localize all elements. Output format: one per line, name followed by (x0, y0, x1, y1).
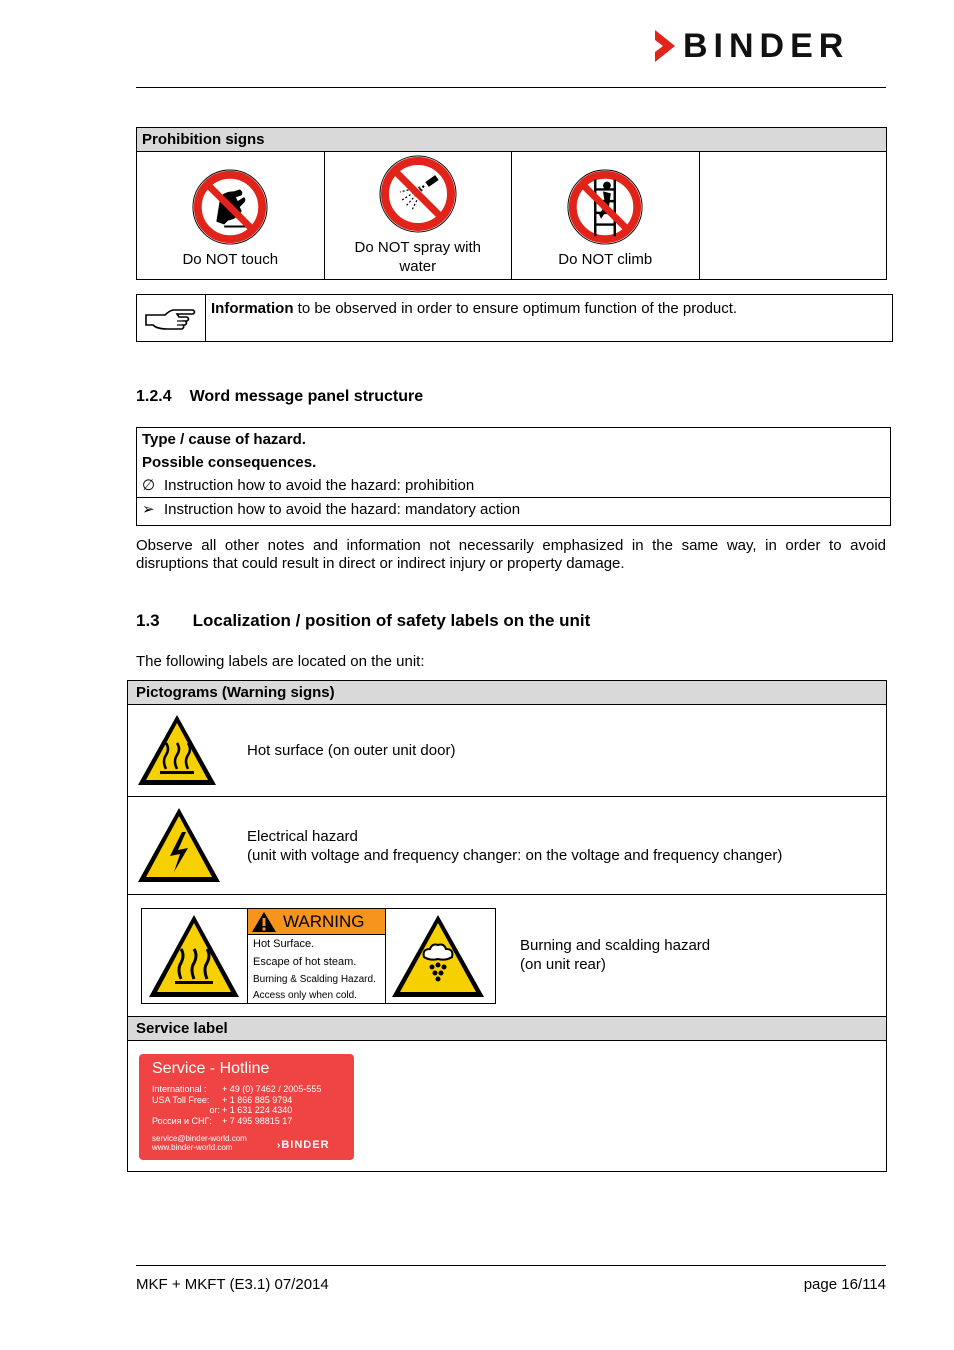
section-1-3-heading (136, 611, 590, 631)
service-brand: ›BINDER (277, 1139, 330, 1151)
electrical-row (128, 796, 886, 894)
electrical-label-1: Electrical hazard (247, 828, 358, 845)
warning-banner (248, 909, 385, 935)
service-label-header: Service label (128, 1016, 886, 1040)
burning-label-1: Burning and scalding hazard (520, 937, 711, 954)
hazard-type-line: Type / cause of hazard. (142, 431, 306, 448)
no-spray-water-icon (378, 154, 458, 234)
section-title: Word message panel structure (189, 388, 424, 405)
combined-warning-label (141, 908, 496, 1004)
prohibition-line: ∅ Instruction how to avoid the hazard: prohibition (137, 474, 890, 497)
warning-line: Hot Surface. (253, 938, 315, 950)
header-divider (136, 87, 886, 88)
hot-surface-warning-icon (136, 713, 218, 787)
brand-name: BINDER (683, 27, 850, 65)
observe-note: Observe all other notes and information not necessarily emphasized in the same way, in order to avoid disruptions that could result in direct or indirect injury or property damage. (136, 537, 886, 572)
warning-triangle-icon (251, 911, 277, 933)
sign-caption: Do NOT climb (558, 251, 653, 268)
warning-line: Escape of hot steam. (253, 956, 357, 968)
consequences-line: Possible consequences. (142, 454, 317, 471)
section-1-2-4-heading (136, 388, 423, 406)
sign-no-climb (512, 152, 700, 280)
warning-title: WARNING (283, 911, 365, 931)
prohibition-signs-table (136, 127, 887, 280)
hot-surface-label: Hot surface (on outer unit door) (247, 742, 456, 759)
no-climb-icon (566, 168, 644, 246)
information-body: to be observed in order to ensure optimum function of the product. (293, 300, 738, 317)
no-touch-icon (191, 168, 269, 246)
sign-no-spray (324, 152, 512, 280)
warning-text-panel (247, 909, 386, 1003)
service-title: Service - Hotline (152, 1060, 270, 1077)
sign-no-touch (137, 152, 325, 280)
hot-steam-warning-icon (390, 913, 486, 999)
sign-caption: Do NOT touch (182, 251, 279, 268)
electrical-hazard-icon (136, 806, 222, 884)
service-email: service@binder-world.com (152, 1134, 247, 1143)
warning-line: Access only when cold. (253, 990, 357, 1001)
service-contact (152, 1134, 247, 1152)
section-title: Localization / position of safety labels on the unit (192, 611, 591, 630)
pictograms-table (127, 680, 887, 1172)
mandatory-line: ➢ Instruction how to avoid the hazard: mandatory action (137, 497, 890, 521)
pictograms-header: Pictograms (Warning signs) (128, 681, 886, 704)
burning-label-2: (on unit rear) (520, 956, 606, 973)
burning-row (128, 894, 886, 1016)
electrical-label-2: (unit with voltage and frequency changer: on the voltage and frequency changer) (247, 847, 783, 864)
section-number: 1.2.4 (136, 388, 172, 405)
prohibition-symbol-icon: ∅ (142, 477, 156, 494)
service-web: www.binder-world.com (152, 1143, 233, 1152)
sign-caption: Do NOT spray with water (354, 239, 481, 275)
hot-surface-row (128, 704, 886, 796)
warning-line: Burning & Scalding Hazard. (253, 974, 376, 985)
information-box (136, 294, 893, 342)
binder-logo (655, 28, 887, 64)
prohibition-header: Prohibition signs (137, 128, 887, 152)
arrow-bullet-icon: ➢ (142, 501, 155, 518)
empty-sign-cell (699, 152, 887, 280)
section-number: 1.3 (136, 611, 160, 630)
labels-intro: The following labels are located on the unit: (136, 653, 425, 670)
footer-doc-id: MKF + MKFT (E3.1) 07/2014 (136, 1276, 329, 1293)
information-bold: Information (211, 300, 294, 317)
footer-page-number: page 16/114 (803, 1276, 886, 1293)
pointing-hand-icon (137, 295, 206, 341)
service-hotline-label (139, 1054, 354, 1160)
hot-surface-warning-icon (147, 913, 241, 999)
binder-chevron-icon (655, 30, 675, 62)
binder-chevron-icon: › (277, 1140, 282, 1151)
service-row (128, 1040, 886, 1171)
service-numbers: International : + 49 (0) 7462 / 2005-555 USA Toll Free: + 1 866 885 9794 or: + 1 631 224 4340 Россия и СНГ: + 7 495 98815 17 (152, 1084, 322, 1126)
word-message-panel (136, 427, 891, 526)
footer-divider (136, 1265, 886, 1266)
information-text (206, 295, 742, 341)
